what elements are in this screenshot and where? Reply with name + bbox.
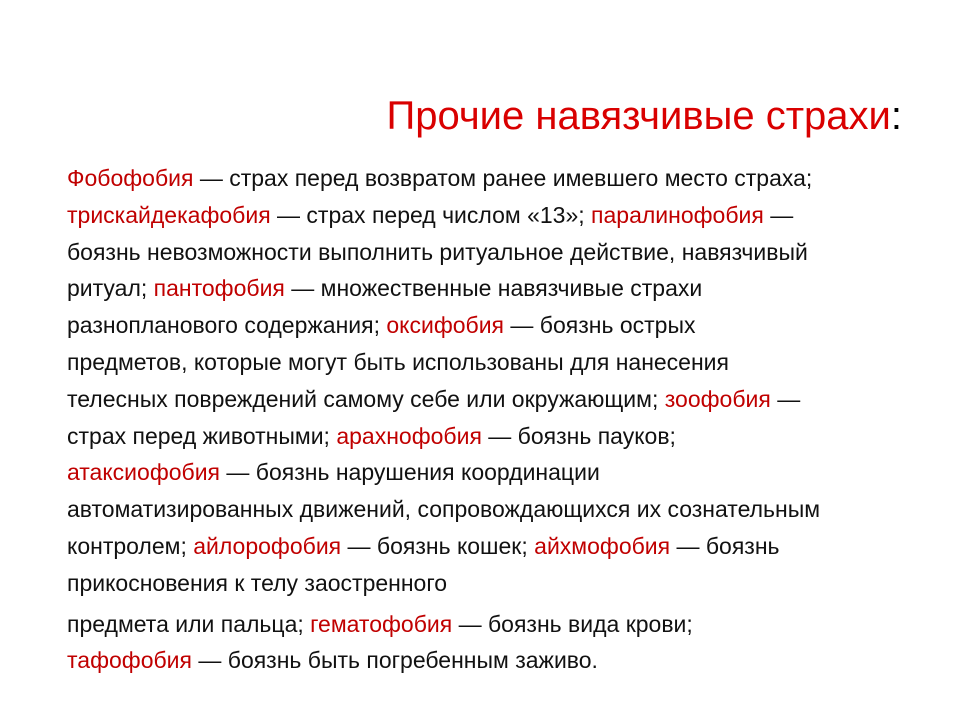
description-text: ритуал; (67, 275, 154, 302)
description-text: контролем; (67, 532, 194, 559)
text-line (67, 418, 927, 455)
description-text: — боязнь острых (504, 312, 696, 339)
description-text: — множественные навязчивые страхи (284, 275, 703, 302)
phobia-term: арахнофобия (336, 422, 482, 449)
text-line (67, 528, 927, 565)
phobia-term: Фобофобия (67, 165, 194, 191)
text-line (67, 606, 927, 643)
phobia-term: гематофобия (310, 610, 453, 637)
description-text: — боязнь быть погребенным заживо. (191, 647, 598, 674)
description-text: — боязнь нарушения координации (220, 459, 600, 486)
phobia-term: атаксиофобия (67, 459, 221, 486)
description-text: предметов, которые могут быть использованы для нанесения (67, 348, 729, 375)
phobia-term: зоофобия (664, 385, 771, 412)
slide-body-text (67, 160, 927, 679)
description-text: — боязнь кошек; (341, 532, 535, 559)
description-text: — страх перед числом «13»; (270, 201, 592, 228)
description-text: — (763, 201, 794, 228)
description-text: — боязнь (670, 532, 780, 559)
description-text: — боязнь вида крови; (452, 610, 693, 637)
description-text: — боязнь пауков; (481, 422, 676, 449)
description-text: разнопланового содержания; (67, 312, 387, 339)
text-line (67, 234, 927, 271)
description-text: — (770, 385, 801, 412)
description-text: предмета или пальца; (67, 610, 311, 637)
description-text: боязнь невозможности выполнить ритуальное действие, навязчивый (67, 238, 808, 265)
text-line (67, 491, 927, 528)
description-text: страх перед животными; (67, 422, 337, 449)
text-line (67, 344, 927, 381)
text-line (67, 197, 927, 234)
text-line (67, 160, 927, 197)
phobia-term: паралинофобия (591, 201, 764, 228)
description-text: телесных повреждений самому себе или окружающим; (67, 385, 665, 412)
phobia-term: пантофобия (153, 275, 285, 302)
phobia-term: тафофобия (67, 647, 192, 674)
slide-title-text: Прочие навязчивые страхи (386, 94, 891, 138)
text-line (67, 270, 927, 307)
slide-title-colon: : (890, 94, 902, 138)
description-text: — страх перед возвратом ранее имевшего место страха; (193, 165, 813, 191)
text-line (67, 454, 927, 491)
phobia-term: оксифобия (386, 312, 505, 339)
text-line (67, 565, 927, 602)
phobia-term: айхмофобия (534, 532, 671, 559)
description-text: прикосновения к телу заостренного (67, 569, 448, 596)
phobia-term: трискайдекафобия (67, 201, 271, 228)
slide-title (386, 92, 902, 140)
text-line (67, 381, 927, 418)
phobia-term: айлорофобия (193, 532, 342, 559)
description-text: автоматизированных движений, сопровождающихся их сознательным (67, 496, 821, 523)
text-line (67, 307, 927, 344)
text-line (67, 642, 927, 679)
